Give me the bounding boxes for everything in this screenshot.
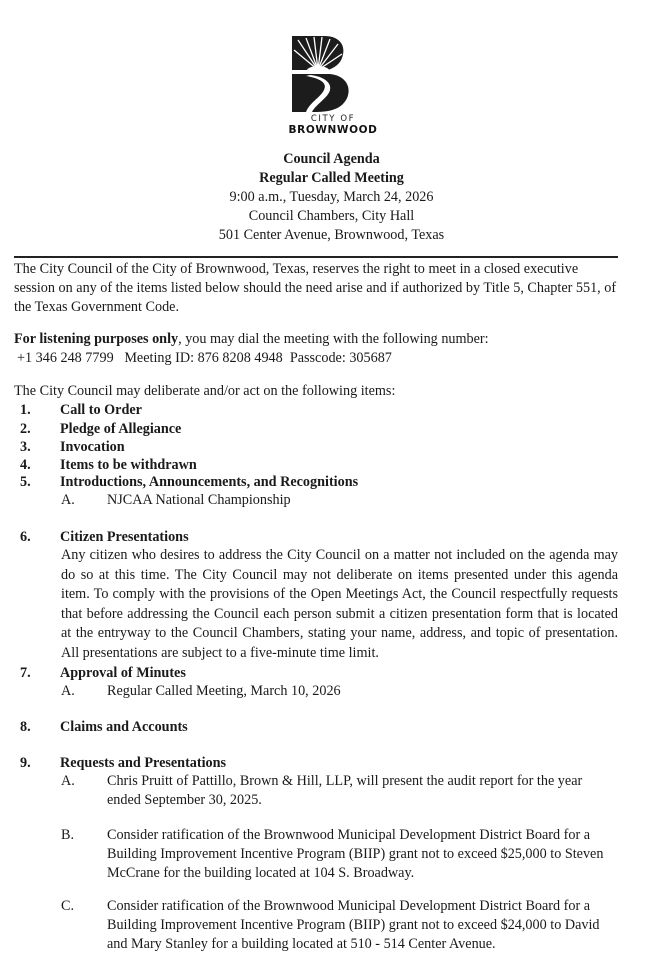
logo-brownwood: BROWNWOOD [288,124,378,136]
logo-city-of: CITY OF [310,114,356,124]
item-number: 9. [20,755,31,771]
subitem-letter: A. [61,683,75,699]
listening-lead: For listening purposes only [14,331,179,347]
item-title: Requests and Presentations [60,755,227,771]
meeting-datetime: 9:00 a.m., Tuesday, March 24, 2026 [229,189,434,205]
meeting-address: 501 Center Avenue, Brownwood, Texas [218,227,445,243]
subitem-letter: B. [61,827,75,843]
item-title: Call to Order [60,402,142,418]
item-number: 2. [20,421,31,437]
closed-session-notice: The City Council of the City of Brownwood, Texas, reserves the right to meet in a closed executive session on any of the items listed below should the need arise and if authorized by Title 5, Chapter 551, of the Texas Government Code. [14,261,617,315]
agenda-intro: The City Council may deliberate and/or act on the following items: [14,383,396,399]
item-title: Items to be withdrawn [60,457,197,473]
item-number: 6. [20,529,31,545]
meeting-type: Regular Called Meeting [259,170,404,186]
item-title: Citizen Presentations [60,529,189,545]
subitem-text: Consider ratification of the Brownwood Municipal Development District Board for a Building Improvement Incentive Program (BIIP) grant not to exceed $25,000 to Steven McCrane for the building located at 104 S. Broadway. [107,827,604,881]
item-number: 7. [20,665,31,681]
subitem-text: NJCAA National Championship [107,492,291,508]
city-of-brownwood-b-logo-icon [284,34,354,112]
item-number: 1. [20,402,31,418]
item-number: 4. [20,457,31,473]
item-title: Pledge of Allegiance [60,421,182,437]
item-title: Invocation [60,439,125,455]
item-number: 8. [20,719,31,735]
subitem-letter: A. [61,492,75,508]
city-logo [268,34,398,142]
subitem-text: Chris Pruitt of Pattillo, Brown & Hill, LLP, will present the audit report for the year ended September 30, 2025. [107,773,583,808]
meeting-location: Council Chambers, City Hall [248,208,415,224]
item-number: 5. [20,474,31,490]
subitem-letter: C. [61,898,75,914]
dial-in-line: +1 346 248 7799 Meeting ID: 876 8208 4948 Passcode: 305687 [17,350,392,366]
agenda-title: Council Agenda [283,151,380,167]
listening-rest: , you may dial the meeting with the following number: [178,331,489,347]
item-number: 3. [20,439,31,455]
subitem-text: Consider ratification of the Brownwood Municipal Development District Board for a Building Improvement Incentive Program (BIIP) grant not to exceed $24,000 to David and Mary Stanley for a building located at 510 - 514 Center Avenue. [107,898,600,952]
agenda-header [0,150,663,245]
citizen-presentations-description: Any citizen who desires to address the City Council on a matter not included on the agenda may do so at this time. The City Council may not deliberate on items presented under this agenda item. To comply with the provisions of the Open Meetings Act, the Council respectfully requests that before addressing the Council each person submit a citizen presentation form that is located at the entryway to the Council Chambers, stating your name, address, and topic of presentation. All presentations are subject to a five-minute time limit. [61,547,618,661]
item-title: Approval of Minutes [60,665,186,681]
item-title: Introductions, Announcements, and Recognitions [60,474,359,490]
subitem-text: Regular Called Meeting, March 10, 2026 [107,683,341,699]
item-title: Claims and Accounts [60,719,188,735]
listening-info [14,330,622,368]
header-divider [14,256,618,258]
subitem-letter: A. [61,773,75,789]
